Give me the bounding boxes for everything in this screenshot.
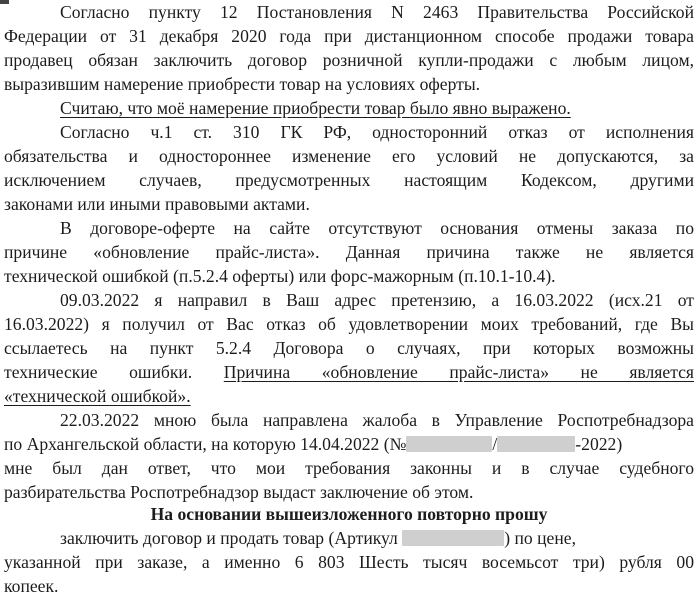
scan-corner-mark [0,0,9,4]
para6-line4: разбирательства Роспотребнадзор выдаст заключение об этом. [4,482,474,502]
para6-year: -2022) [575,434,623,454]
para7-line1 [60,526,694,550]
para3-line3: исключением случаев, предусмотренных настоящим Кодексом, другими [4,170,694,190]
para4-line3: технической ошибкой (п.5.2.4 оферты) или форс-мажорным (п.10.1-10.4). [4,266,556,286]
para3-line2: обязательства и одностороннее изменение его условий не допускаются, за [4,146,694,166]
para5-line3: ссылаетесь на пункт 5.2.4 Договора о случаях, при которых возможны [4,338,694,358]
para1-line1: Согласно пункту 12 Постановления N 2463 Правительства Российской [60,2,694,22]
para1-line4: выразившим намерение приобрести товар на условиях оферты. [4,74,481,94]
para5-line5 [4,384,694,408]
para5-line4 [4,360,694,384]
para4-line2: причине «обновление прайс-листа». Данная причина также не является [4,242,694,262]
underlined-reason: Причина «обновление прайс-листа» не является [223,362,694,382]
para6-line1: 22.03.2022 мною была направлена жалоба в Управление Роспотребнадзора [60,410,694,430]
redacted-number-1 [406,436,492,452]
para6-slash: / [492,434,498,454]
para7-line1-text: заключить договор и продать товар (Артикул [60,528,398,548]
para7-line3: копеек. [4,576,59,596]
para5-line1: 09.03.2022 я направил в Ваш адрес претензию, а 16.03.2022 (исх.21 от [60,290,694,310]
redacted-number-2 [497,436,575,452]
para2-line1 [60,96,694,120]
para6-line2 [4,432,694,456]
para7-line2: указанной при заказе, а именно 6 803 Шесть тысяч восемьсот три) рубля 00 [4,552,694,572]
para5-line4-text: технические ошибки. [4,362,193,382]
para7-price-text: ) по цене, [504,528,576,548]
para1-line2: Федерации от 31 декабря 2020 года при дистанционном способе продажи товара [4,26,694,46]
para6-line2-text: по Архангельской области, на которую 14.04.2022 (№ [4,434,407,454]
para5-line2: 16.03.2022) я получил от Вас отказ об удовлетворении моих требований, где Вы [4,314,694,334]
underlined-reason-end: «технической ошибкой». [4,386,191,406]
para1-line3: продавец обязан заключить договор розничной купли-продажи с любым лицом, [4,50,694,70]
underlined-statement: Считаю, что моё намерение приобрести товар было явно выражено. [60,98,571,118]
para6-line3: мне был дан ответ, что мои требования законны и в случае судебного [4,458,694,478]
para3-line4: законами или иными правовыми актами. [4,194,310,214]
redacted-article-number [402,530,504,546]
request-heading: На основании вышеизложенного повторно прошу [150,504,548,524]
para3-line1: Согласно ч.1 ст. 310 ГК РФ, односторонний отказ от исполнения [60,122,694,142]
para4-line1: В договоре-оферте на сайте отсутствуют основания отмены заказа по [60,218,694,238]
